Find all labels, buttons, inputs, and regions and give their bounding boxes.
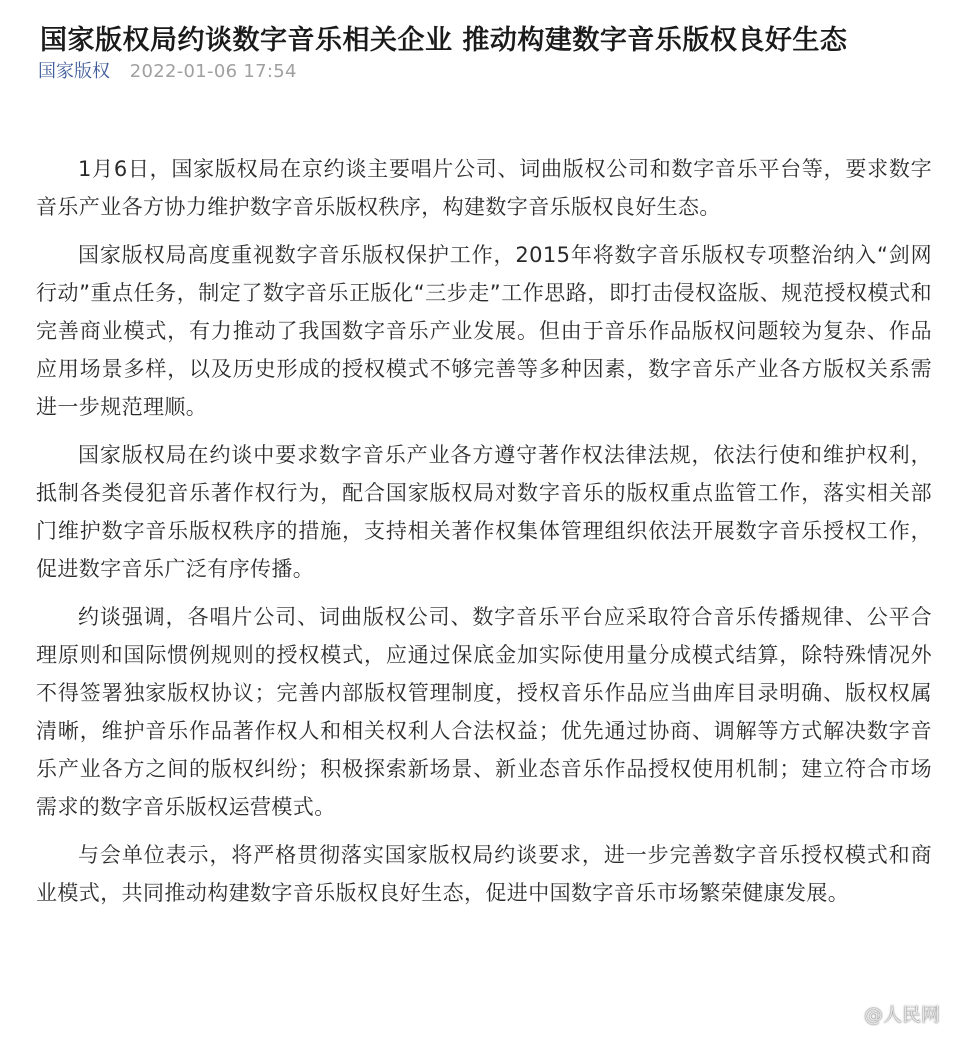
paragraph: 1月6日，国家版权局在京约谈主要唱片公司、词曲版权公司和数字音乐平台等，要求数字音乐产业各方协力维护数字音乐版权秩序，构建数字音乐版权良好生态。 — [36, 157, 932, 219]
paragraph: 国家版权局在约谈中要求数字音乐产业各方遵守著作权法律法规，依法行使和维护权利，抵制各类侵犯音乐著作权行为，配合国家版权局对数字音乐的版权重点监管工作，落实相关部门维护数字音乐版权秩序的措施，支持相关著作权集体管理组织依法开展数字音乐授权工作，促进数字音乐广泛有序传播。 — [36, 443, 932, 581]
watermark — [838, 1000, 940, 1027]
paragraph: 与会单位表示，将严格贯彻落实国家版权局约谈要求，进一步完善数字音乐授权模式和商业模式，共同推动构建数字音乐版权良好生态，促进中国数字音乐市场繁荣健康发展。 — [36, 843, 932, 905]
article-title: 国家版权局约谈数字音乐相关企业 推动构建数字音乐版权良好生态 — [40, 25, 848, 57]
article-meta — [38, 60, 297, 84]
watermark-text: @人民网 — [863, 1004, 940, 1026]
publish-date: 2022-01-06 17:54 — [129, 61, 297, 82]
paragraph: 国家版权局高度重视数字音乐版权保护工作，2015年将数字音乐版权专项整治纳入“剑网行动”重点任务，制定了数字音乐正版化“三步走”工作思路，即打击侵权盗版、规范授权模式和完善商业模式，有力推动了我国数字音乐产业发展。但由于音乐作品版权问题较为复杂、作品应用场景多样，以及历史形成的授权模式不够完善等多种因素，数字音乐产业各方版权关系需进一步规范理顺。 — [36, 243, 932, 419]
weibo-icon — [838, 1002, 860, 1025]
source-link[interactable]: 国家版权 — [38, 61, 110, 82]
paragraph: 约谈强调，各唱片公司、词曲版权公司、数字音乐平台应采取符合音乐传播规律、公平合理原则和国际惯例规则的授权模式，应通过保底金加实际使用量分成模式结算，除特殊情况外不得签署独家版权协议；完善内部版权管理制度，授权音乐作品应当曲库目录明确、版权权属清晰，维护音乐作品著作权人和相关权利人合法权益；优先通过协商、调解等方式解决数字音乐产业各方之间的版权纠纷；积极探索新场景、新业态音乐作品授权使用机制；建立符合市场需求的数字音乐版权运营模式。 — [36, 605, 932, 819]
article-body — [36, 150, 932, 922]
